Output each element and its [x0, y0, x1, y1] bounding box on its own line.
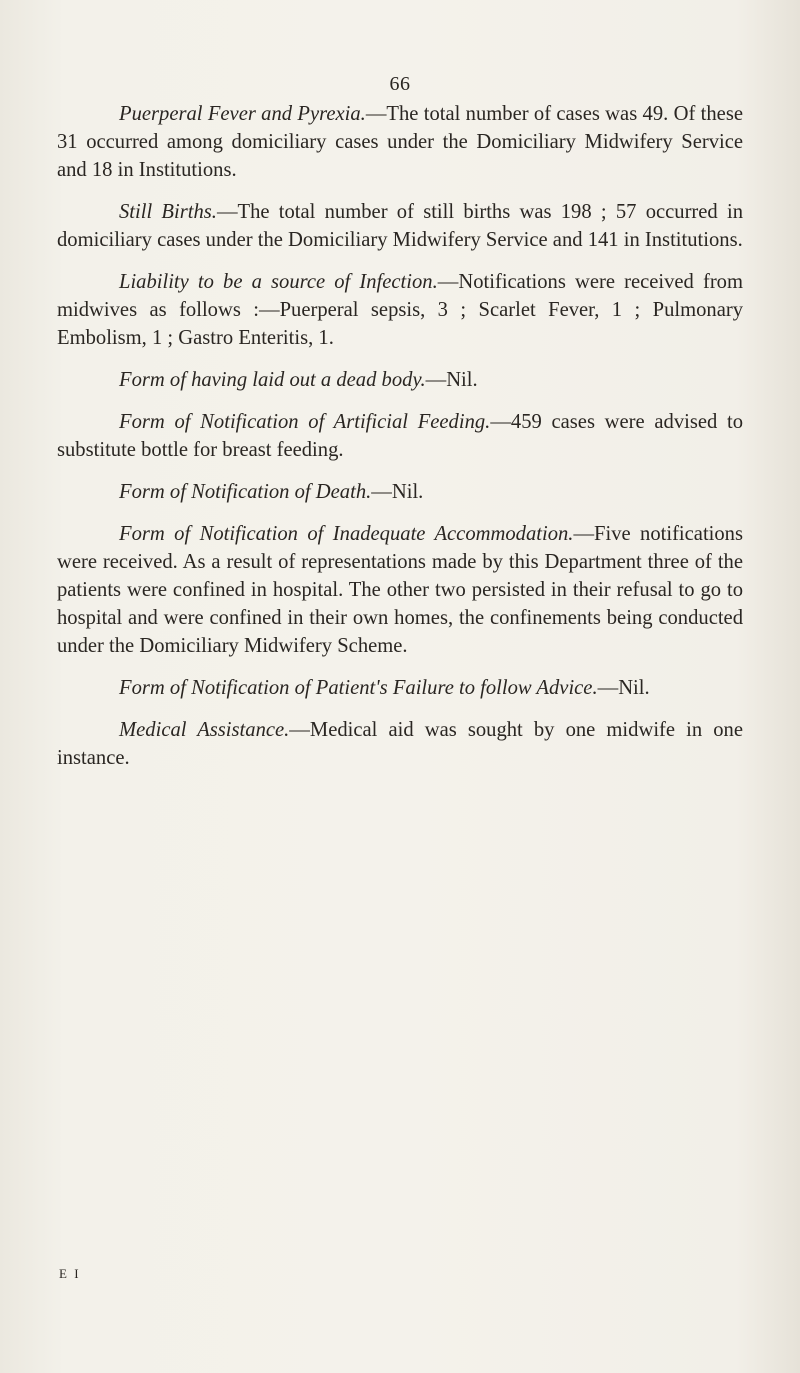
report-body — [57, 100, 743, 786]
paragraph-text: —Nil. — [371, 481, 424, 503]
paragraph-infection-liability — [57, 268, 743, 352]
paragraph-heading: Form of having laid out a dead body. — [119, 369, 426, 391]
paragraph-heading: Form of Notification of Inadequate Accommodation. — [119, 523, 574, 545]
paragraph-artificial-feeding — [57, 408, 743, 464]
paragraph-text: —Five notifications were received. As a result of representations made by this Department three of the patients were confined in hospital. The other two persisted in their refusal to go to hospital and were confined in their own homes, the confinements being conducted under the Domiciliary Midwifery Scheme. — [57, 523, 743, 657]
paragraph-heading: Form of Notification of Patient's Failure to follow Advice. — [119, 677, 598, 699]
paragraph-text: —Nil. — [425, 369, 478, 391]
paragraph-failure-to-follow-advice — [57, 674, 743, 702]
paragraph-text: —Nil. — [597, 677, 650, 699]
paragraph-heading: Liability to be a source of Infection. — [119, 271, 438, 293]
paragraph-puerperal-fever — [57, 100, 743, 184]
paragraph-medical-assistance — [57, 716, 743, 772]
paragraph-text: —The total number of still births was 198 ; 57 occurred in domiciliary cases under the Domiciliary Midwifery Service and 141 in Institutions. — [57, 201, 743, 251]
paragraph-text: —Medical aid was sought by one midwife in one instance. — [57, 719, 743, 769]
printer-signature-mark: E I — [59, 1266, 81, 1281]
paragraph-dead-body-form — [57, 366, 743, 394]
paragraph-death-notification — [57, 478, 743, 506]
paragraph-heading: Form of Notification of Artificial Feeding. — [119, 411, 491, 433]
page-number: 66 — [389, 73, 411, 95]
paragraph-heading: Medical Assistance. — [119, 719, 290, 741]
paragraph-text: —459 cases were advised to substitute bottle for breast feeding. — [57, 411, 744, 461]
paragraph-still-births — [57, 198, 743, 254]
paragraph-heading: Still Births. — [119, 201, 217, 223]
paragraph-inadequate-accommodation — [57, 520, 743, 660]
paragraph-heading: Form of Notification of Death. — [119, 481, 372, 503]
paragraph-heading: Puerperal Fever and Pyrexia. — [119, 103, 366, 125]
paragraph-text: —The total number of cases was 49. Of these 31 occurred among domiciliary cases under the Domiciliary Midwifery Service and 18 in Institutions. — [57, 103, 743, 181]
paragraph-text: —Notifications were received from midwives as follows :—Puerperal sepsis, 3 ; Scarlet Fever, 1 ; Pulmonary Embolism, 1 ; Gastro Enteritis, 1. — [57, 271, 743, 349]
